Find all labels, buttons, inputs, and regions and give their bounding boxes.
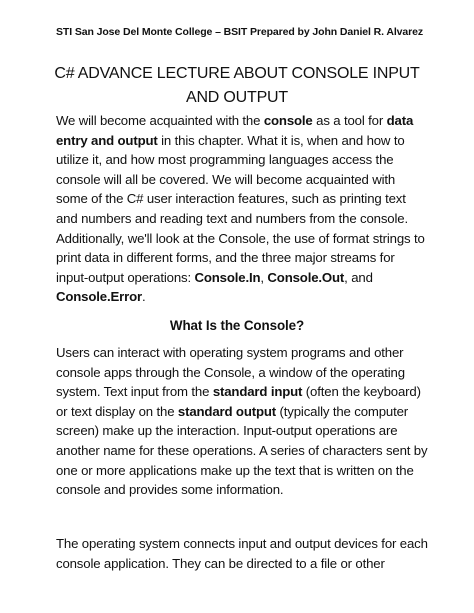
console-text-3: (typically the computer screen) make up the interaction. Input-output operations are another name for these operations. A series of characters sent by one or more applications make up the text that is written on the console and provides some information. (56, 403, 428, 498)
intro-text-1: We will become acquainted with the (56, 113, 264, 128)
intro-text-3: in this chapter. What it is, when and how to utilize it, and how most programming languages access the console will all be covered. We will become acquainted with some of the C# user interaction features, such as printing text and numbers and reading text and numbers from the console. Additionally, we'll look at the Console, the use of format strings to print data in different forms, and the three major streams for input-output operations: (56, 132, 425, 285)
intro-bold-console-out: Console.Out (267, 269, 345, 285)
intro-text-5: , and (344, 269, 373, 285)
intro-text-2: as a tool for (312, 113, 387, 128)
intro-text-6: . (141, 289, 146, 305)
intro-bold-console-error: Console.Error (56, 289, 142, 305)
console-text-2: (often the keyboard) or text display on the (56, 384, 421, 419)
console-bold-standard-output: standard output (177, 403, 277, 419)
section-heading: What Is the Console? (169, 318, 305, 333)
intro-text-4: , (260, 269, 268, 285)
page-header: STI San Jose Del Monte College – BSIT Prepared by John Daniel R. Alvarez (56, 26, 424, 38)
os-paragraph: The operating system connects input and output devices for each console application. They can be directed to a file or other (56, 536, 428, 571)
title-line-2: AND OUTPUT (185, 89, 288, 106)
title-line-1: C# ADVANCE LECTURE ABOUT CONSOLE INPUT (54, 65, 420, 82)
intro-paragraph (56, 111, 428, 307)
intro-bold-console-in: Console.In (194, 269, 261, 285)
intro-bold-console: console (263, 113, 313, 128)
console-text-1: Users can interact with operating system programs and other console apps through the Console, a window of the operating system. Text input from the (56, 345, 405, 400)
console-paragraph (56, 343, 428, 500)
console-bold-standard-input: standard input (212, 384, 303, 400)
document-title (40, 62, 434, 110)
intro-bold-data-entry: data entry and output (56, 113, 414, 148)
